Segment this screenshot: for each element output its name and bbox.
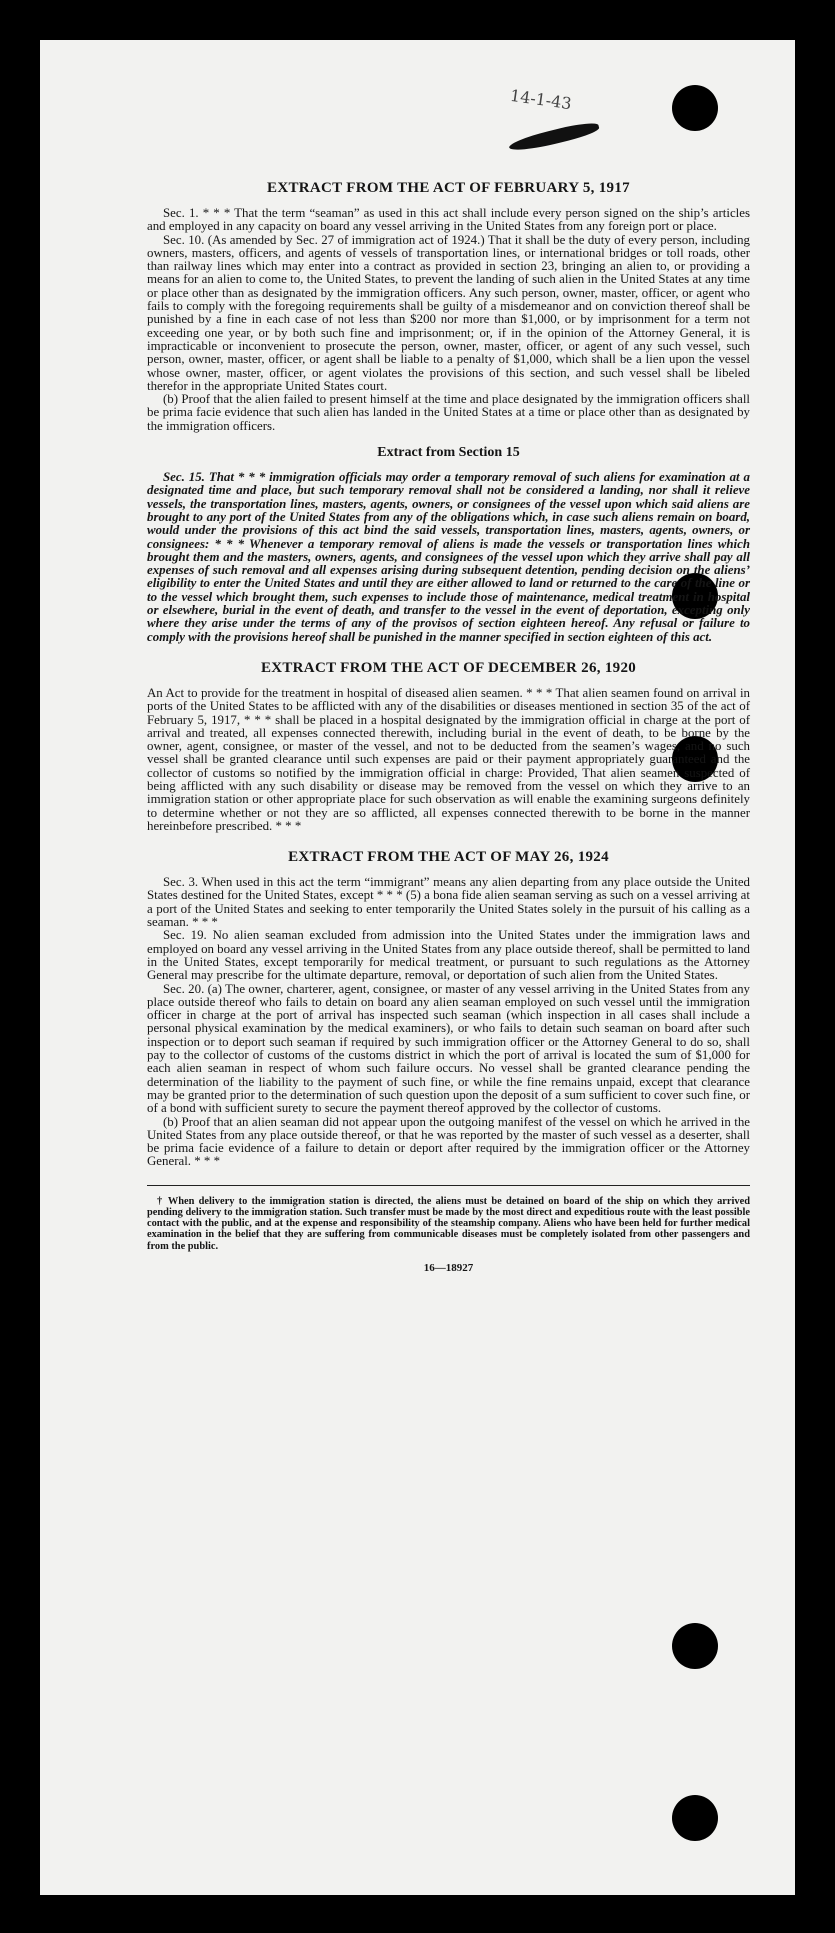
- punch-hole: [672, 1795, 718, 1841]
- paragraph: Sec. 10. (As amended by Sec. 27 of immigration act of 1924.) That it shall be the duty of every person, including owners, masters, officers, and agents of vessels of transportation lines, or international bridges or toll roads, other than railway lines which may enter into a contract as provided in section 23, bringing an alien to, or providing a means for an alien to come to, the United States, to prevent the landing of such alien in the United States at any time or place other than as designated by the immigration officers. Any such person, owner, master, officer, or agent who fails to comply with the foregoing requirements shall be guilty of a misdemeanor and on conviction thereof shall be punished by a fine in each case of not less than $200 nor more than $1,000, or by imprisonment for a term not exceeding one year, or by both such fine and imprisonment; or, if in the opinion of the Attorney General, it is impracticable or inconvenient to prosecute the person, owner, master, officer, or agent of any such vessel, such person, owner, master, officer, or agent shall be liable to a penalty of $1,000, which shall be a lien upon the vessel whose owner, master, officer, or agent violates the provisions of this section, and such vessel shall be libeled therefor in the appropriate United States court.: [147, 232, 750, 393]
- section-heading: EXTRACT FROM THE ACT OF MAY 26, 1924: [288, 849, 609, 866]
- section-subheading: Extract from Section 15: [377, 445, 520, 461]
- divider: [147, 1185, 750, 1186]
- paragraph: Sec. 19. No alien seaman excluded from admission into the United States under the immigration laws and employed on board any vessel arriving in the United States from any place outside thereof, shall be permitted to land in the United States, except temporarily for medical treatment, or pursuant to such regulations as the Attorney General may prescribe for the ultimate departure, removal, or deportation of such alien from the United States.: [147, 928, 750, 983]
- handwritten-annotation: 14-1-43: [508, 85, 573, 114]
- paragraph: (b) Proof that an alien seaman did not appear upon the outgoing manifest of the vessel on which he arrived in the United States from any place outside thereof, or that he was reported by the master of such vessel as a deserter, shall be prima facie evidence of a failure to detain or deport after required by the immigration officer or the Attorney General. * * *: [147, 1114, 750, 1169]
- section-heading: EXTRACT FROM THE ACT OF DECEMBER 26, 1920: [260, 659, 637, 676]
- paragraph: Sec. 3. When used in this act the term “immigrant” means any alien departing from any place outside the United States destined for the United States, except * * * (5) a bona fide alien seaman serving as such on a vessel arriving at a port of the United States and seeking to enter temporarily the United States solely in the pursuit of his calling as a seaman. * * *: [147, 875, 750, 930]
- punch-hole: [672, 85, 718, 131]
- paragraph: An Act to provide for the treatment in hospital of diseased alien seamen. * * * That alien seamen found on arrival in ports of the United States to be afflicted with any of the disabilities or diseases mentioned in section 35 of the act of February 5, 1917, * * * shall be placed in a hospital designated by the immigration official in charge at the port of arrival and treated, all expenses connected therewith, including burial in the event of death, to be borne by the owner, agent, consignee, or master of the vessel, and not to be deducted from the seamen’s wages, and no such vessel shall be granted clearance until such expenses are paid or their payment appropriately guaranteed and the collector of customs so notified by the immigration official in charge: Provided, That alien seamen suspected of being afflicted with any such disability or disease may be removed from the vessel on which they arrive to an immigration station or other appropriate place for such observation as will enable the examining surgeons definitely to determine whether or not they are so afflicted, all expenses connected therewith to be borne in the manner hereinbefore prescribed. * * *: [147, 685, 750, 833]
- form-number: 16—18927: [423, 1261, 474, 1274]
- ink-blot: [508, 119, 601, 155]
- paragraph: (b) Proof that the alien failed to present himself at the time and place designated by the immigration officers shall be prima facie evidence that such alien has landed in the United States at a time or place other than as designated by the immigration officers.: [147, 392, 750, 433]
- paragraph: Sec. 20. (a) The owner, charterer, agent, consignee, or master of any vessel arriving in the United States from any place outside thereof who fails to detain on board any alien seaman employed on such vessel until the immigration officer in charge at the port of arrival has inspected such seaman (which inspection in all cases shall include a personal physical examination by the medical examiners), or who fails to detain such seaman on board after such inspection or to deport such seaman if required by such immigration officer or the Attorney General to do so, shall pay to the collector of customs of the customs district in which the port of arrival is located the sum of $1,000 for each alien seaman in respect of whom such failure occurs. No vessel shall be granted clearance pending the determination of the liability to the payment of such fine, or while the fine remains unpaid, except that clearance may be granted prior to the determination of such question upon the deposit of a sum sufficient to cover such fine, or of a bond with sufficient surety to secure the payment thereof approved by the collector of customs.: [147, 981, 750, 1116]
- paragraph: Sec. 15. That * * * immigration officials may order a temporary removal of such aliens for examination at a designated time and place, but such temporary removal shall not be considered a landing, nor shall it relieve vessels, the transportation lines, masters, agents, owners, or consignees of the vessel upon which said aliens are brought to any port of the United States from any of the obligations which, in case such aliens remain on board, would under the provisions of this act bind the said vessels, transportation lines, masters, agents, owners, or consignees: * * * Whenever a temporary removal of aliens is made the vessels or transportation lines which brought them and the masters, owners, agents, and consignees of the vessel upon which they arrive shall pay all expenses of such removal and all expenses arising during subsequent detention, pending decision on the aliens’ eligibility to enter the United States and until they are either allowed to land or returned to the care of the line or to the vessel which brought them, such expenses to include those of maintenance, medical treatment in hospital or elsewhere, burial in the event of death, and transfer to the vessel in the event of deportation, excepting only where they arise under the terms of any of the provisos of section eighteen hereof. Any refusal or failure to comply with the provisions hereof shall be punished in the manner specified in section eighteen of this act.: [147, 470, 750, 644]
- paragraph: Sec. 1. * * * That the term “seaman” as used in this act shall include every person signed on the ship’s articles and employed in any capacity on board any vessel arriving in the United States from any foreign port or place.: [147, 206, 750, 234]
- document-body: [147, 180, 750, 1274]
- punch-hole: [672, 1623, 718, 1669]
- document-page: [40, 40, 795, 1895]
- section-heading: EXTRACT FROM THE ACT OF FEBRUARY 5, 1917: [267, 180, 630, 196]
- footnote: † When delivery to the immigration station is directed, the aliens must be detained on board of the ship on which they arrived pending delivery to the immigration station. Such transfer must be made by the most direct and expeditious route with the least possible contact with the public, and at the expense and responsibility of the steamship company. Aliens who have been held for further medical examination in the belief that they are suffering from communicable diseases must be completely isolated from other passengers and from the public.: [147, 1195, 750, 1252]
